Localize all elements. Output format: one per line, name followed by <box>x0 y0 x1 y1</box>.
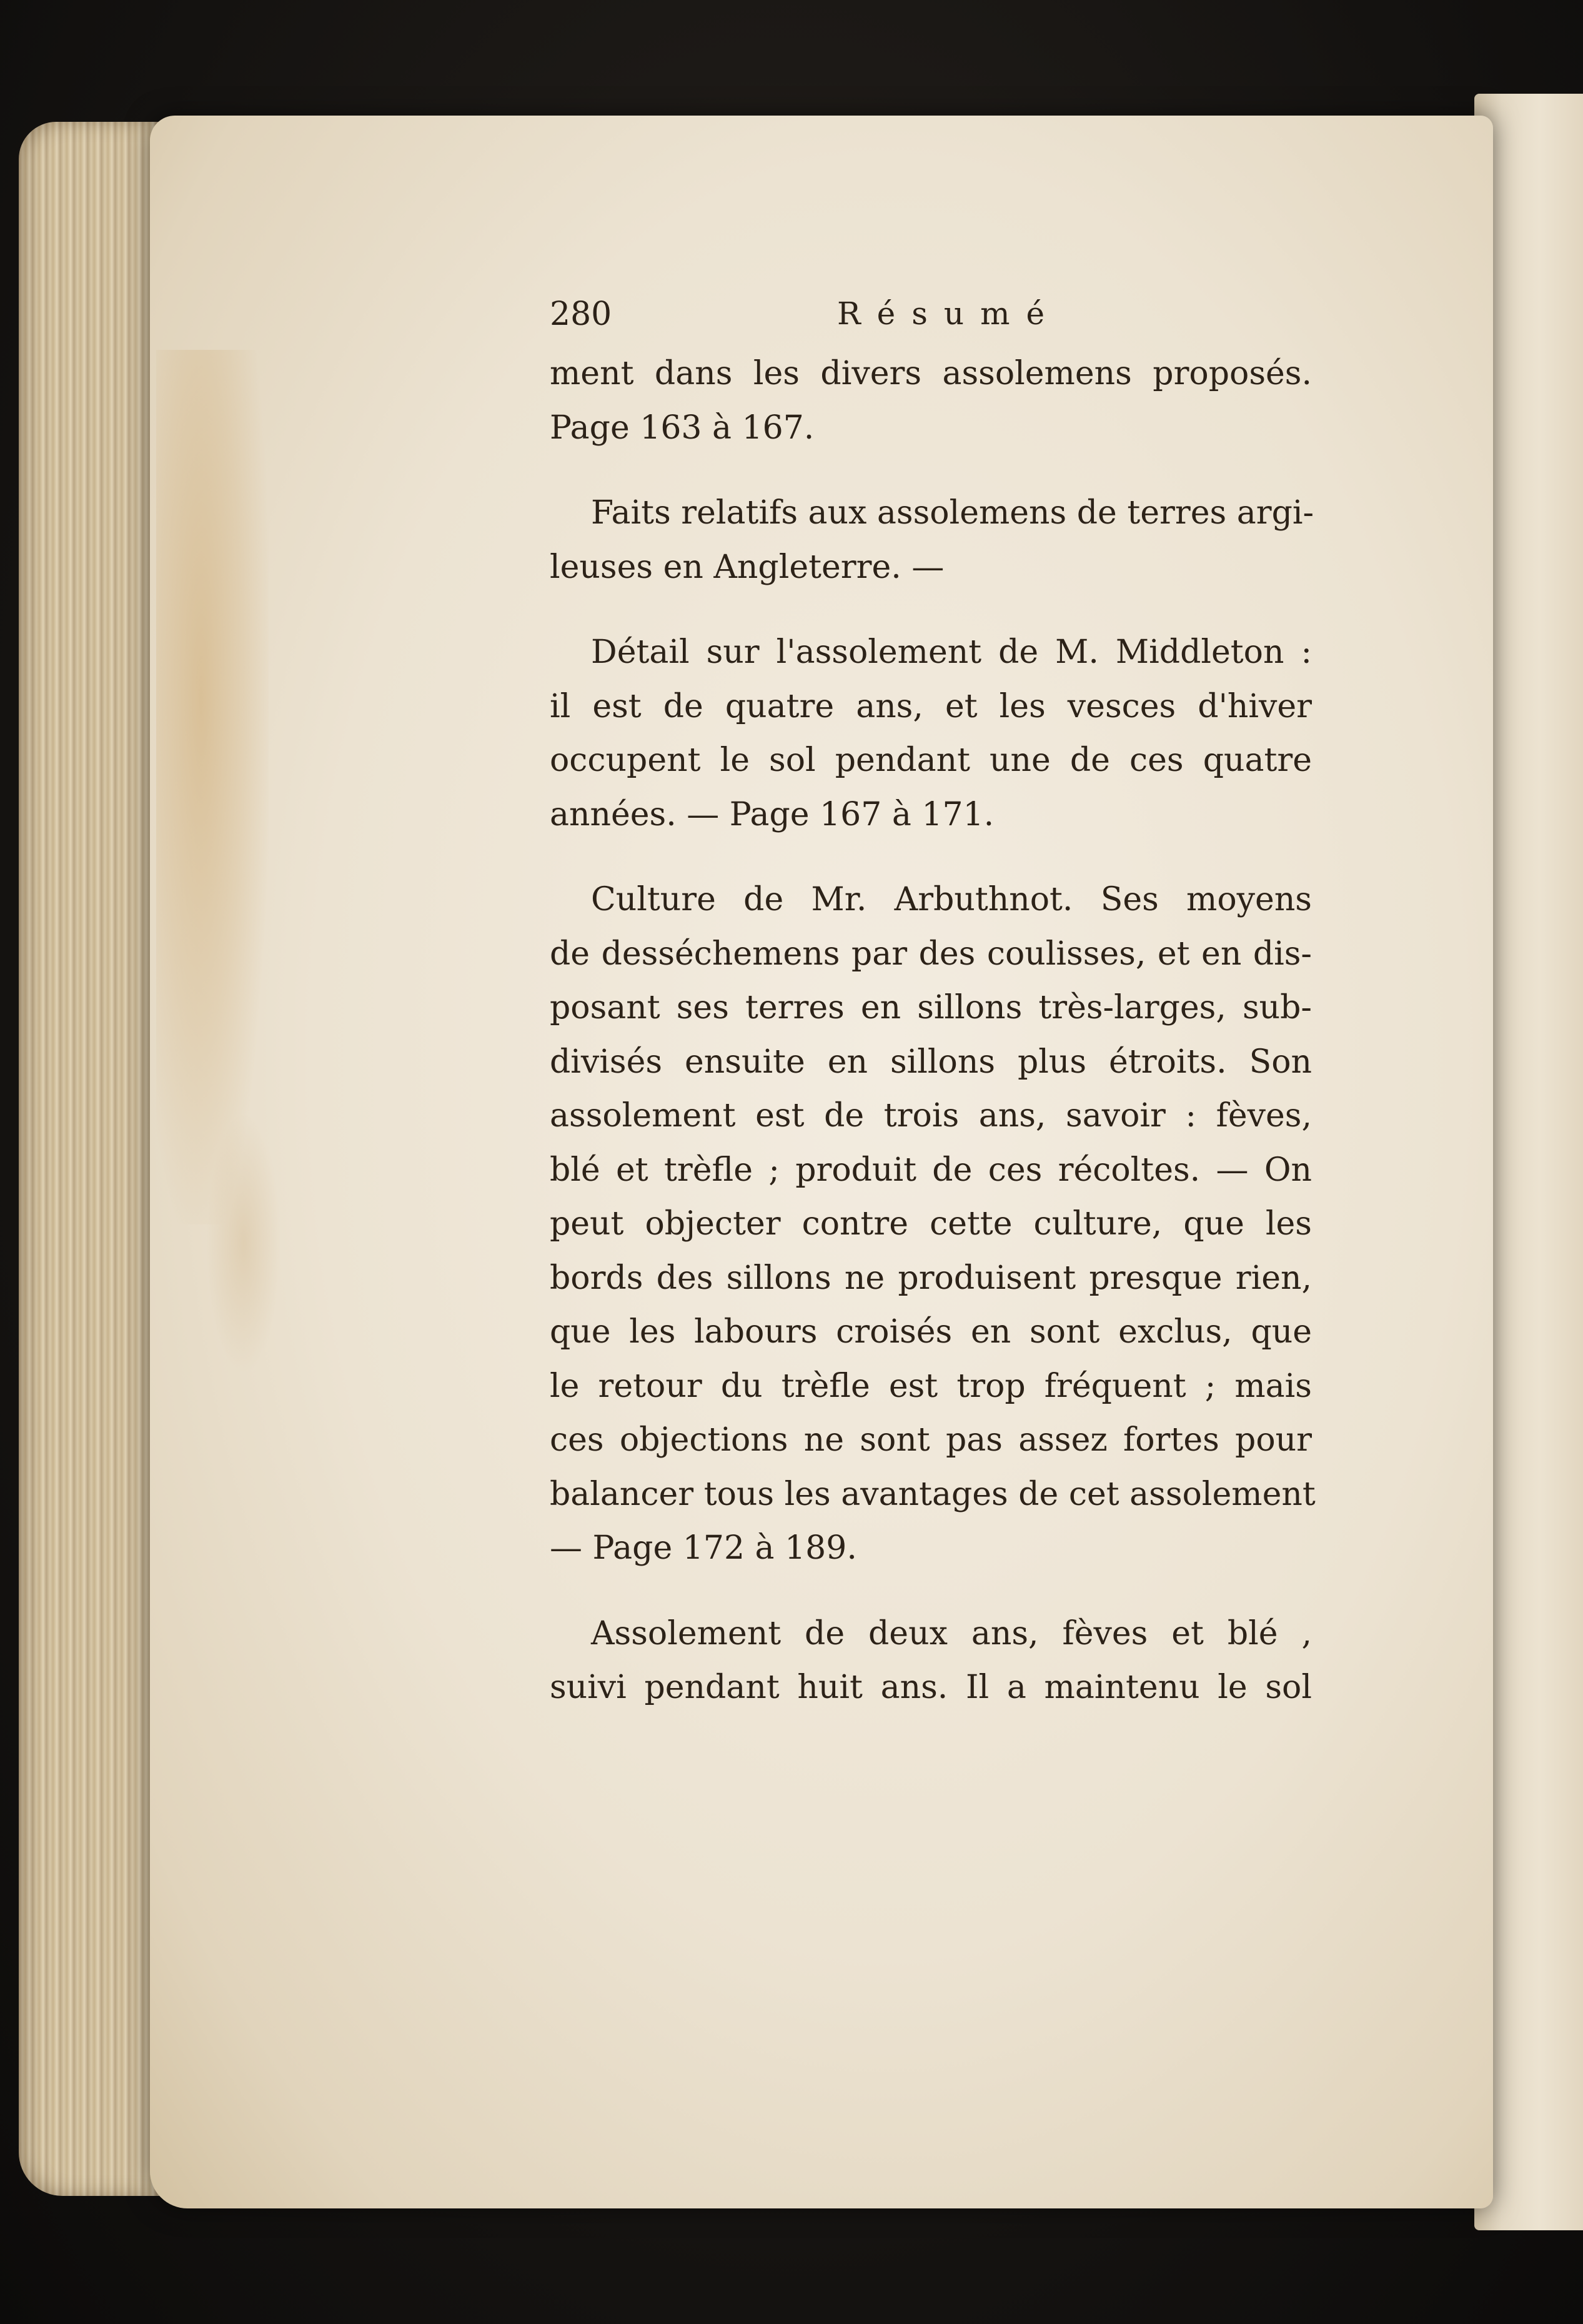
running-head <box>550 284 1312 340</box>
water-stain <box>156 350 269 1224</box>
text-line: Culture de Mr. Arbuthnot. Ses moyens <box>591 881 1312 918</box>
text-line: peut objecter contre cette culture, que les <box>550 1205 1312 1243</box>
water-stain-lower <box>206 1112 281 1374</box>
paragraph <box>550 1607 1312 1715</box>
text-line: il est de quatre ans, et les vesces d'hiver <box>550 687 1312 725</box>
paragraph <box>550 347 1312 455</box>
text-line: Assolement de deux ans, fèves et blé , <box>591 1614 1312 1652</box>
text-line: Faits relatifs aux assolemens de terres argi- <box>591 494 1314 532</box>
paragraph <box>550 486 1312 594</box>
text-line: Page 163 à 167. <box>550 409 815 447</box>
text-line: occupent le sol pendant une de ces quatre <box>550 742 1312 779</box>
text-line: assolement est de trois ans, savoir : fèves, <box>550 1097 1312 1135</box>
paragraph <box>550 873 1316 1576</box>
text-line: ment dans les divers assolemens proposés. <box>550 355 1312 392</box>
page-number: 280 <box>550 295 612 333</box>
text-line: bords des sillons ne produisent presque rien, <box>550 1259 1312 1297</box>
text-line: posant ses terres en sillons très-larges, sub- <box>550 989 1312 1026</box>
text-line: le retour du trèfle est trop fréquent ; mais <box>550 1367 1312 1405</box>
text-line: balancer tous les avantages de cet assolement <box>550 1475 1316 1513</box>
text-line: années. — Page 167 à 171. <box>550 795 995 833</box>
text-line: ces objections ne sont pas assez fortes pour <box>550 1421 1312 1459</box>
text-line: de desséchemens par des coulisses, et en dis- <box>550 935 1312 973</box>
paragraph <box>550 625 1312 842</box>
text-line: suivi pendant huit ans. Il a maintenu le sol <box>550 1669 1312 1706</box>
running-title: Résumé <box>837 295 1061 332</box>
text-line: Détail sur l'assolement de M. Middleton : <box>591 633 1312 671</box>
text-line: divisés ensuite en sillons plus étroits. Son <box>550 1043 1312 1081</box>
text-line: que les labours croisés en sont exclus, que <box>550 1313 1312 1351</box>
text-line: — Page 172 à 189. <box>550 1529 857 1567</box>
text-line: leuses en Angleterre. — <box>550 548 945 586</box>
page-text <box>550 284 1316 1746</box>
text-line: blé et trèfle ; produit de ces récoltes. — On <box>550 1151 1312 1189</box>
